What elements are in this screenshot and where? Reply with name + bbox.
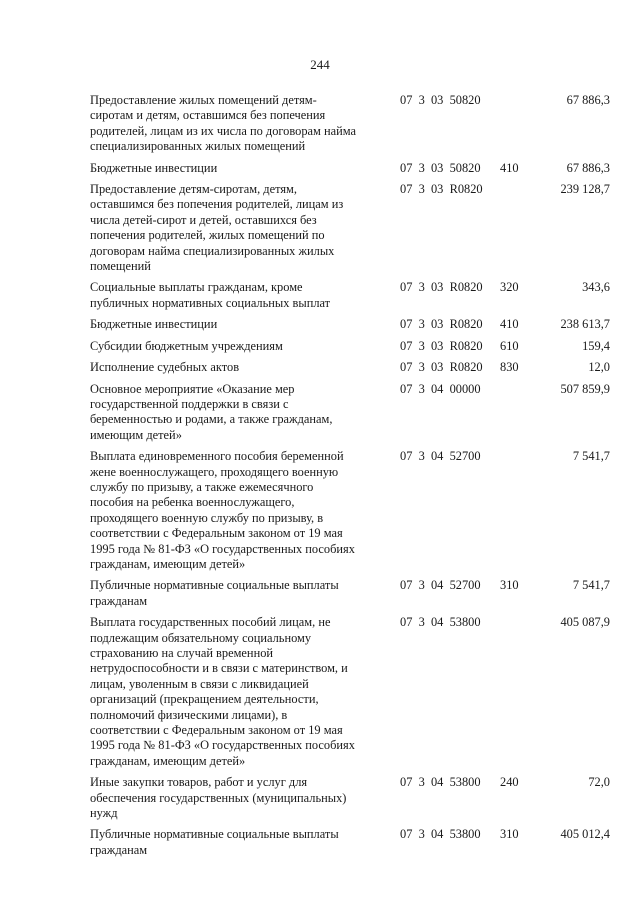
row-sum: 507 859,9: [560, 381, 610, 396]
budget-table: [90, 93, 610, 864]
row-code: 07 3 03 50820: [400, 93, 481, 107]
row-code: 07 3 03 R0820: [400, 338, 483, 353]
row-sum: 72,0: [588, 775, 610, 790]
row-code: 07 3 04 52700: [400, 449, 481, 464]
row-sum: 239 128,7: [560, 182, 610, 197]
row-sum: 12,0: [588, 360, 610, 375]
row-expense-type: 830: [500, 360, 519, 375]
table-row: [90, 317, 610, 332]
table-row: [90, 280, 610, 311]
table-row: [90, 449, 610, 572]
row-code: 07 3 04 53800: [400, 827, 481, 842]
row-sum: 67 886,3: [566, 93, 610, 107]
table-row: [90, 775, 610, 821]
row-name: Публичные нормативные социальные выплаты гражданам: [90, 578, 339, 608]
row-expense-type: 410: [500, 160, 519, 175]
row-code: 07 3 04 53800: [400, 775, 481, 790]
table-row: [90, 161, 610, 176]
row-code: 07 3 03 50820: [400, 160, 481, 175]
row-name: Выплата единовременного пособия беременной жене военнослужащего, проходящего военную службу по призыву, а также ежемесячного пособия на ребенка военнослужащего, проходящего военную службу по призыву, в соответствии с Федеральным законом от 19 мая 1995 года № 81-ФЗ «О государственных пособиях гражданам, имеющим детей»: [90, 449, 355, 571]
row-code: 07 3 04 53800: [400, 615, 481, 630]
row-code: 07 3 03 R0820: [400, 317, 483, 332]
row-expense-type: 410: [500, 317, 519, 332]
row-expense-type: 310: [500, 827, 519, 842]
row-name: Предоставление детям-сиротам, детям, оставшимся без попечения родителей, лицам из числа детей-сирот и детей, оставшихся без попечения родителей, жилых помещений по договорам найма специализированных жилых помещений: [90, 182, 344, 274]
row-sum: 238 613,7: [560, 317, 610, 332]
row-sum: 7 541,7: [572, 578, 610, 593]
row-expense-type: 320: [500, 280, 519, 295]
row-expense-type: 240: [500, 775, 519, 790]
row-name: Иные закупки товаров, работ и услуг для обеспечения государственных (муниципальных) нужд: [90, 775, 347, 821]
row-name: Выплата государственных пособий лицам, не подлежащим обязательному социальному страхованию на случай временной нетрудоспособности и в связи с материнством, и лицам, уволенным в связи с ликвидацией организаций (прекращением деятельности, полномочий физическими лицами), в соответствии с Федеральным законом от 19 мая 1995 года № 81-ФЗ «О государственных пособиях гражданам, имеющим детей»: [90, 615, 355, 768]
table-row: [90, 93, 610, 155]
row-sum: 7 541,7: [572, 449, 610, 464]
row-code: 07 3 03 R0820: [400, 182, 483, 197]
table-row: [90, 339, 610, 354]
page-number: 244: [310, 57, 330, 72]
row-name: Субсидии бюджетным учреждениям: [90, 338, 283, 353]
table-row: [90, 578, 610, 609]
row-name: Бюджетные инвестиции: [90, 317, 218, 332]
table-row: [90, 827, 610, 858]
row-name: Основное мероприятие «Оказание мер государственной поддержки в связи с беременностью и родами, а также гражданам, имеющим детей»: [90, 381, 333, 442]
table-row: [90, 382, 610, 444]
row-sum: 159,4: [582, 338, 610, 353]
row-sum: 405 087,9: [560, 615, 610, 630]
row-name: Публичные нормативные социальные выплаты гражданам: [90, 827, 339, 857]
row-code: 07 3 03 R0820: [400, 280, 483, 295]
table-row: [90, 360, 610, 375]
row-name: Исполнение судебных актов: [90, 360, 240, 375]
row-code: 07 3 04 52700: [400, 578, 481, 593]
row-expense-type: 310: [500, 578, 519, 593]
row-name: Предоставление жилых помещений детям-сиротам и детям, оставшимся без попечения родителей, лицам из их числа по договорам найма специализированных жилых помещений: [90, 93, 356, 154]
row-name: Социальные выплаты гражданам, кроме публичных нормативных социальных выплат: [90, 280, 331, 310]
table-row: [90, 615, 610, 769]
table-row: [90, 182, 610, 274]
row-name: Бюджетные инвестиции: [90, 160, 218, 175]
row-expense-type: 610: [500, 338, 519, 353]
row-code: 07 3 03 R0820: [400, 360, 483, 375]
row-sum: 343,6: [582, 280, 610, 295]
row-sum: 405 012,4: [560, 827, 610, 842]
row-code: 07 3 04 00000: [400, 381, 481, 396]
row-sum: 67 886,3: [566, 160, 610, 175]
